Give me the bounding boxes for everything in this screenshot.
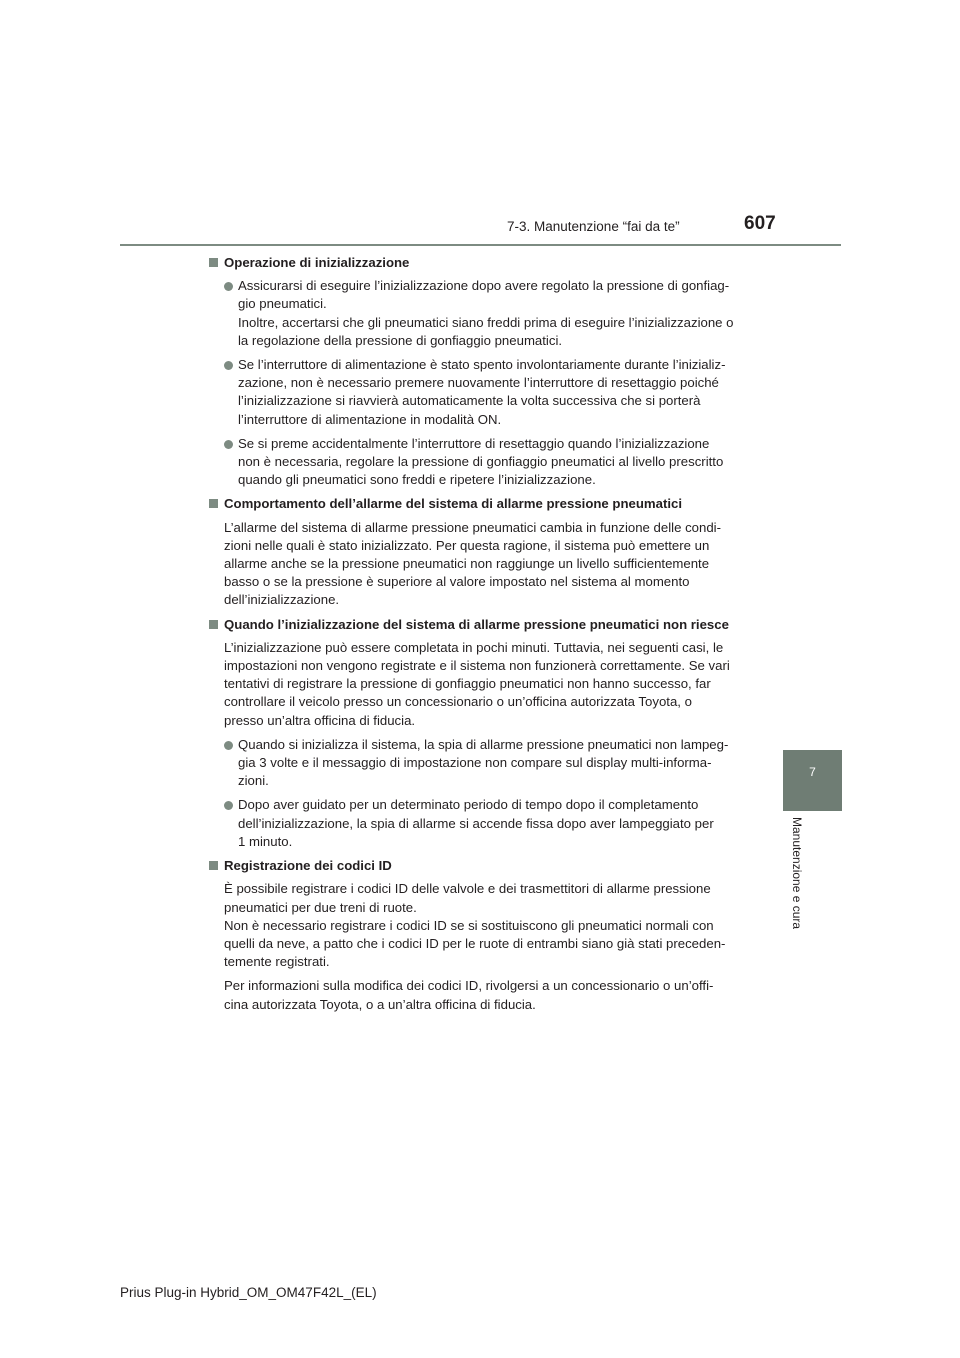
text-line: L’allarme del sistema di allarme pressione pneumatici cambia in funzione delle condi- [224, 519, 721, 535]
side-tab-label: Manutenzione e cura [790, 817, 804, 930]
text-line: Inoltre, accertarsi che gli pneumatici siano freddi prima di eseguire l’inizializzazione o [238, 314, 734, 330]
square-bullet-icon [209, 620, 218, 629]
text-line: Per informazioni sulla modifica dei codici ID, rivolgersi a un concessionario o un’offi- [224, 978, 714, 994]
content [208, 254, 748, 1020]
text-line: zioni nelle quali è stato inizializzato. Per questa ragione, il sistema può emettere un [224, 537, 710, 553]
header-rule [120, 244, 841, 246]
text-line: basso o se la pressione è superiore al valore impostato nel sistema al momento [224, 574, 690, 590]
text-line: controllare il veicolo presso un concessionario o un’officina autorizzata Toyota, o [224, 694, 692, 710]
text-line: non è necessaria, regolare la pressione di gonfiaggio pneumatici al livello prescritto [238, 454, 724, 470]
page-number: 607 [744, 213, 776, 234]
square-bullet-icon [209, 499, 218, 508]
circle-bullet-icon [224, 741, 233, 750]
section-heading [208, 616, 748, 634]
circle-bullet-icon [224, 282, 233, 291]
text-line: 1 minuto. [238, 833, 293, 849]
text-line: l’inizializzazione si riavvierà automaticamente la volta successiva che si porterà [238, 393, 701, 409]
text-line: temente registrati. [224, 954, 330, 970]
text-line: presso un’altra officina di fiducia. [224, 712, 416, 728]
circle-bullet-icon [224, 361, 233, 370]
text-line: quando gli pneumatici sono freddi e ripetere l’inizializzazione. [238, 472, 596, 488]
text-line: la regolazione della pressione di gonfiaggio pneumatici. [238, 332, 563, 348]
side-tab [783, 750, 842, 811]
header-section: 7-3. Manutenzione “fai da te” [507, 219, 680, 234]
text-line: tentativi di registrare la pressione di gonfiaggio pneumatici non hanno successo, far [224, 676, 711, 692]
square-bullet-icon [209, 861, 218, 870]
text-line: gia 3 volte e il messaggio di impostazione non compare sul display multi-informa- [238, 755, 712, 771]
text-line: l’interruttore di alimentazione in modalità ON. [238, 411, 502, 427]
paragraph [208, 639, 748, 730]
side-tab-number: 7 [809, 765, 816, 779]
heading-text: Comportamento dell’allarme del sistema di allarme pressione pneumatici [224, 496, 683, 512]
text-line: Se si preme accidentalmente l’interruttore di resettaggio quando l’inizializzazione [238, 435, 710, 451]
text-line: Assicurarsi di eseguire l’inizializzazione dopo avere regolato la pressione di gonfiag- [238, 278, 730, 294]
paragraph [208, 977, 748, 1013]
bullet-item [208, 356, 748, 429]
text-line: L’inizializzazione può essere completata in pochi minuti. Tuttavia, nei seguenti casi, le [224, 639, 724, 655]
section-heading [208, 857, 748, 875]
bullet-item [208, 277, 748, 350]
bullet-item [208, 736, 748, 791]
paragraph [208, 880, 748, 971]
text-line: zioni. [238, 773, 269, 789]
text-line: Se l’interruttore di alimentazione è stato spento involontariamente durante l’inizializ- [238, 357, 726, 373]
section-heading [208, 254, 748, 272]
heading-text: Registrazione dei codici ID [224, 858, 392, 874]
footer-doc-id: Prius Plug-in Hybrid_OM_OM47F42L_(EL) [120, 1285, 377, 1300]
paragraph [208, 519, 748, 610]
text-line: dell’inizializzazione, la spia di allarme si accende fissa dopo aver lampeggiato per [238, 815, 714, 831]
circle-bullet-icon [224, 440, 233, 449]
circle-bullet-icon [224, 801, 233, 810]
heading-text: Operazione di inizializzazione [224, 255, 410, 270]
square-bullet-icon [209, 258, 218, 267]
text-line: Dopo aver guidato per un determinato periodo di tempo dopo il completamento [238, 797, 699, 813]
text-line: Quando si inizializza il sistema, la spia di allarme pressione pneumatici non lampeg- [238, 736, 729, 752]
text-line: cina autorizzata Toyota, o a un’altra officina di fiducia. [224, 996, 536, 1012]
text-line: pneumatici per due treni di ruote. [224, 899, 417, 915]
text-line: dell’inizializzazione. [224, 592, 340, 608]
text-line: quelli da neve, a patto che i codici ID per le ruote di entrambi siano già stati preceden- [224, 935, 726, 951]
text-line: allarme anche se la pressione pneumatici non raggiunge un livello sufficientemente [224, 556, 710, 572]
text-line: Non è necessario registrare i codici ID se si sostituiscono gli pneumatici normali con [224, 917, 714, 933]
section-heading [208, 495, 748, 513]
text-line: zazione, non è necessario premere nuovamente l’interruttore di resettaggio poiché [238, 375, 719, 391]
bullet-item [208, 435, 748, 490]
heading-text: Quando l’inizializzazione del sistema di allarme pressione pneumatici non riesce [224, 616, 729, 632]
text-line: È possibile registrare i codici ID delle valvole e dei trasmettitori di allarme pressione [224, 881, 711, 897]
text-line: impostazioni non vengono registrate e il sistema non funzionerà correttamente. Se vari [224, 658, 730, 674]
bullet-item [208, 796, 748, 851]
text-line: gio pneumatici. [238, 296, 327, 312]
